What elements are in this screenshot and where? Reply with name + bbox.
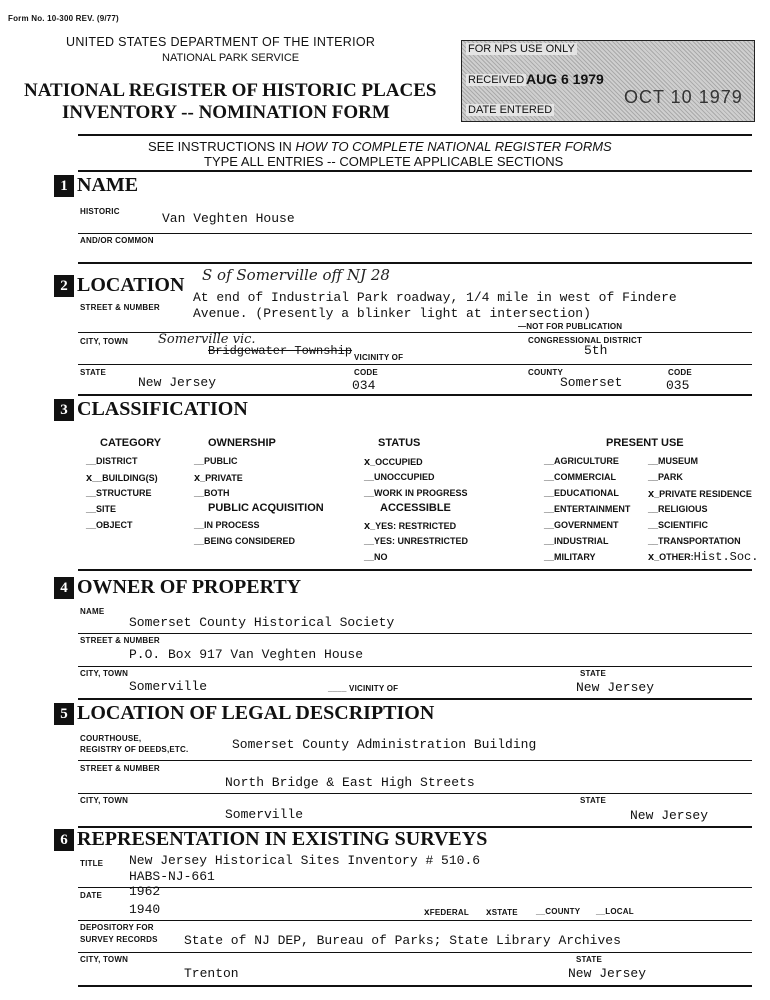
- survey-date-rule: [78, 920, 752, 921]
- not-for-publication: —NOT FOR PUBLICATION: [518, 322, 623, 331]
- form-number: Form No. 10-300 REV. (9/77): [8, 14, 119, 23]
- status-unoccupied[interactable]: __UNOCCUPIED: [364, 472, 435, 482]
- accessible-yes-unrestricted[interactable]: __YES: UNRESTRICTED: [364, 536, 469, 546]
- section-6-title: REPRESENTATION IN EXISTING SURVEYS: [77, 828, 488, 850]
- use-private-residence-label: PRIVATE RESIDENCE: [659, 489, 752, 499]
- category-buildings-label: BUILDING(S): [102, 473, 158, 483]
- legal-street-value: North Bridge & East High Streets: [225, 775, 475, 790]
- section-1-end-rule: [78, 262, 752, 264]
- service-name: NATIONAL PARK SERVICE: [162, 52, 300, 64]
- legal-street-label: STREET & NUMBER: [80, 764, 160, 773]
- owner-city-value: Somerville: [129, 679, 208, 694]
- section-5-heading: [54, 702, 434, 725]
- courthouse-label-1: COURTHOUSE,: [80, 734, 142, 743]
- county-label: COUNTY: [528, 368, 563, 377]
- accessible-no[interactable]: __NO: [364, 552, 388, 562]
- section-2-number: 2: [54, 275, 74, 297]
- ownership-public[interactable]: __PUBLIC: [194, 456, 238, 466]
- congressional-district-value: 5th: [584, 343, 608, 358]
- present-use-heading: PRESENT USE: [606, 437, 684, 449]
- ownership-both[interactable]: __BOTH: [194, 488, 230, 498]
- status-heading: STATUS: [378, 437, 421, 449]
- acquisition-being-considered[interactable]: __BEING CONSIDERED: [194, 536, 296, 546]
- instructions-manual-title: HOW TO COMPLETE NATIONAL REGISTER FORMS: [295, 139, 612, 154]
- status-occupied-mark: x: [364, 456, 371, 468]
- instructions-line1: [148, 139, 612, 154]
- owner-street-rule: [78, 666, 752, 667]
- section-6-end-rule: [78, 985, 752, 987]
- section-4-title: OWNER OF PROPERTY: [77, 576, 302, 598]
- use-transportation[interactable]: __TRANSPORTATION: [648, 536, 741, 546]
- vicinity-of-label: VICINITY OF: [354, 353, 404, 362]
- legal-street-rule: [78, 793, 752, 794]
- owner-state-value: New Jersey: [576, 680, 655, 695]
- owner-vicinity-text: VICINITY OF: [349, 684, 399, 693]
- section-6-number: 6: [54, 829, 74, 851]
- use-other[interactable]: x_OTHER:Hist.Soc.: [648, 550, 759, 564]
- section-1-heading: [54, 174, 138, 197]
- survey-date-label: DATE: [80, 891, 102, 900]
- use-other-value: Hist.Soc.: [693, 550, 759, 564]
- county-code-label: CODE: [668, 368, 692, 377]
- depository-rule: [78, 952, 752, 953]
- legal-city-value: Somerville: [225, 807, 304, 822]
- courthouse-rule: [78, 760, 752, 761]
- category-buildings-mark: x: [86, 472, 93, 484]
- survey-date-2: 1940: [129, 902, 161, 917]
- received-label: RECEIVED: [468, 74, 525, 86]
- state-value: New Jersey: [138, 375, 217, 390]
- survey-federal-label: FEDERAL: [429, 908, 469, 917]
- status-occupied[interactable]: x_OCCUPIED: [364, 456, 423, 468]
- category-heading: CATEGORY: [100, 437, 162, 449]
- county-value: Somerset: [560, 375, 623, 390]
- department-name: UNITED STATES DEPARTMENT OF THE INTERIOR: [66, 35, 376, 49]
- accessible-heading: ACCESSIBLE: [380, 502, 451, 514]
- depository-label-2: SURVEY RECORDS: [80, 935, 158, 944]
- city-town-label: CITY, TOWN: [80, 337, 129, 346]
- use-private-residence-mark: x: [648, 488, 655, 500]
- use-private-residence[interactable]: x_PRIVATE RESIDENCE: [648, 488, 752, 500]
- use-military[interactable]: __MILITARY: [544, 552, 596, 562]
- header-rule: [78, 134, 752, 136]
- section-1-number: 1: [54, 175, 74, 197]
- category-object[interactable]: __OBJECT: [86, 520, 133, 530]
- ownership-private[interactable]: x_PRIVATE: [194, 472, 243, 484]
- instructions-line2: TYPE ALL ENTRIES -- COMPLETE APPLICABLE SECTIONS: [204, 154, 564, 169]
- acquisition-in-process[interactable]: __IN PROCESS: [194, 520, 260, 530]
- owner-street-value: P.O. Box 917 Van Veghten House: [129, 647, 364, 662]
- survey-state-label: STATE: [491, 908, 518, 917]
- historic-label: HISTORIC: [80, 207, 120, 216]
- common-name-label: AND/OR COMMON: [80, 236, 154, 245]
- city-struck-text: Bridgewater Township: [208, 344, 353, 358]
- courthouse-value: Somerset County Administration Building: [232, 737, 537, 752]
- use-other-mark: x: [648, 551, 655, 563]
- category-buildings[interactable]: x__BUILDING(S): [86, 472, 158, 484]
- section-4-end-rule: [78, 698, 752, 700]
- depository-label-1: DEPOSITORY FOR: [80, 923, 154, 932]
- street-line1: At end of Industrial Park roadway, 1/4 mile in west of Findere: [193, 290, 677, 305]
- survey-state-mark: x: [486, 907, 492, 918]
- public-acquisition-heading: PUBLIC ACQUISITION: [208, 502, 324, 514]
- category-district[interactable]: __DISTRICT: [86, 456, 138, 466]
- survey-state-field-value: New Jersey: [568, 966, 647, 981]
- instructions-prefix: SEE INSTRUCTIONS IN: [148, 139, 296, 154]
- nps-use-label: FOR NPS USE ONLY: [468, 43, 575, 55]
- state-label: STATE: [80, 368, 107, 377]
- nps-use-stamp-box: [461, 40, 755, 122]
- use-entertainment[interactable]: __ENTERTAINMENT: [544, 504, 631, 514]
- use-park[interactable]: __PARK: [648, 472, 683, 482]
- owner-state-label: STATE: [580, 669, 607, 678]
- form-title-line1: NATIONAL REGISTER OF HISTORIC PLACES: [24, 80, 437, 101]
- section-3-heading: [54, 398, 248, 421]
- use-other-label: OTHER:: [659, 552, 694, 562]
- county-code-value: 035: [666, 378, 690, 393]
- state-code-label: CODE: [354, 368, 378, 377]
- use-agriculture[interactable]: __AGRICULTURE: [544, 456, 619, 466]
- owner-name-value: Somerset County Historical Society: [129, 615, 395, 630]
- survey-county[interactable]: __COUNTY: [536, 907, 581, 916]
- survey-title-label: TITLE: [80, 859, 104, 868]
- owner-name-rule: [78, 633, 752, 634]
- owner-vicinity-label: ____ VICINITY OF: [328, 684, 399, 693]
- survey-city-value: Trenton: [184, 966, 239, 981]
- owner-city-label: CITY, TOWN: [80, 669, 129, 678]
- legal-state-label: STATE: [580, 796, 607, 805]
- survey-state-field-label: STATE: [576, 955, 603, 964]
- section-3-title: CLASSIFICATION: [77, 398, 248, 420]
- section-5-number: 5: [54, 703, 74, 725]
- use-museum[interactable]: __MUSEUM: [648, 456, 699, 466]
- section-1-title: NAME: [77, 174, 139, 196]
- legal-state-value: New Jersey: [630, 808, 709, 823]
- status-work-in-progress[interactable]: __WORK IN PROGRESS: [364, 488, 468, 498]
- accessible-restricted-mark: x: [364, 520, 371, 532]
- survey-date-1: 1962: [129, 884, 161, 899]
- street-number-label: STREET & NUMBER: [80, 303, 160, 312]
- survey-local[interactable]: __LOCAL: [596, 907, 634, 916]
- survey-city-label: CITY, TOWN: [80, 955, 129, 964]
- use-scientific[interactable]: __SCIENTIFIC: [648, 520, 709, 530]
- instructions-rule: [78, 170, 752, 172]
- courthouse-label-2: REGISTRY OF DEEDS,ETC.: [80, 745, 189, 754]
- survey-federal-mark: x: [424, 907, 430, 918]
- category-structure[interactable]: __STRUCTURE: [86, 488, 152, 498]
- survey-title-line1: New Jersey Historical Sites Inventory # 510.6: [129, 853, 481, 868]
- owner-street-label: STREET & NUMBER: [80, 636, 160, 645]
- ownership-private-label: PRIVATE: [205, 473, 243, 483]
- survey-title-rule: [78, 887, 752, 888]
- use-industrial[interactable]: __INDUSTRIAL: [544, 536, 609, 546]
- date-entered-label: DATE ENTERED: [468, 104, 553, 116]
- survey-federal[interactable]: [424, 907, 469, 918]
- accessible-restricted-label: YES: RESTRICTED: [375, 521, 457, 531]
- category-site[interactable]: __SITE: [86, 504, 117, 514]
- congressional-district-label: CONGRESSIONAL DISTRICT: [528, 336, 643, 345]
- survey-title-line2: HABS-NJ-661: [129, 869, 215, 884]
- accessible-yes-restricted[interactable]: x_YES: RESTRICTED: [364, 520, 457, 532]
- state-code-value: 034: [352, 378, 376, 393]
- ownership-heading: OWNERSHIP: [208, 437, 276, 449]
- city-rule: [78, 364, 752, 365]
- section-6-heading: [54, 828, 487, 851]
- historic-name-value: Van Veghten House: [162, 211, 295, 226]
- depository-value: State of NJ DEP, Bureau of Parks; State Library Archives: [184, 933, 621, 948]
- historic-rule: [78, 233, 752, 234]
- section-2-heading: [54, 274, 184, 297]
- section-3-end-rule: [78, 569, 752, 571]
- ownership-private-mark: x: [194, 472, 201, 484]
- survey-state[interactable]: [486, 907, 518, 918]
- street-line2: Avenue. (Presently a blinker light at intersection): [193, 306, 591, 321]
- use-religious[interactable]: __RELIGIOUS: [648, 504, 708, 514]
- section-3-number: 3: [54, 399, 74, 421]
- date-entered-stamp: OCT 10 1979: [624, 87, 743, 107]
- city-handwritten: Somerville vic.: [158, 332, 256, 347]
- section-2-end-rule: [78, 394, 752, 396]
- owner-name-label: NAME: [80, 607, 105, 616]
- use-educational[interactable]: __EDUCATIONAL: [544, 488, 619, 498]
- section-4-number: 4: [54, 577, 74, 599]
- section-5-title: LOCATION OF LEGAL DESCRIPTION: [77, 702, 435, 724]
- location-handwritten-note: S of Somerville off NJ 28: [202, 266, 390, 284]
- form-title-line2: INVENTORY -- NOMINATION FORM: [62, 102, 390, 123]
- section-4-heading: [54, 576, 301, 599]
- status-occupied-label: OCCUPIED: [375, 457, 423, 467]
- section-2-title: LOCATION: [77, 274, 185, 296]
- use-commercial[interactable]: __COMMERCIAL: [544, 472, 617, 482]
- received-date-stamp: AUG 6 1979: [526, 71, 604, 87]
- use-government[interactable]: __GOVERNMENT: [544, 520, 619, 530]
- legal-city-label: CITY, TOWN: [80, 796, 129, 805]
